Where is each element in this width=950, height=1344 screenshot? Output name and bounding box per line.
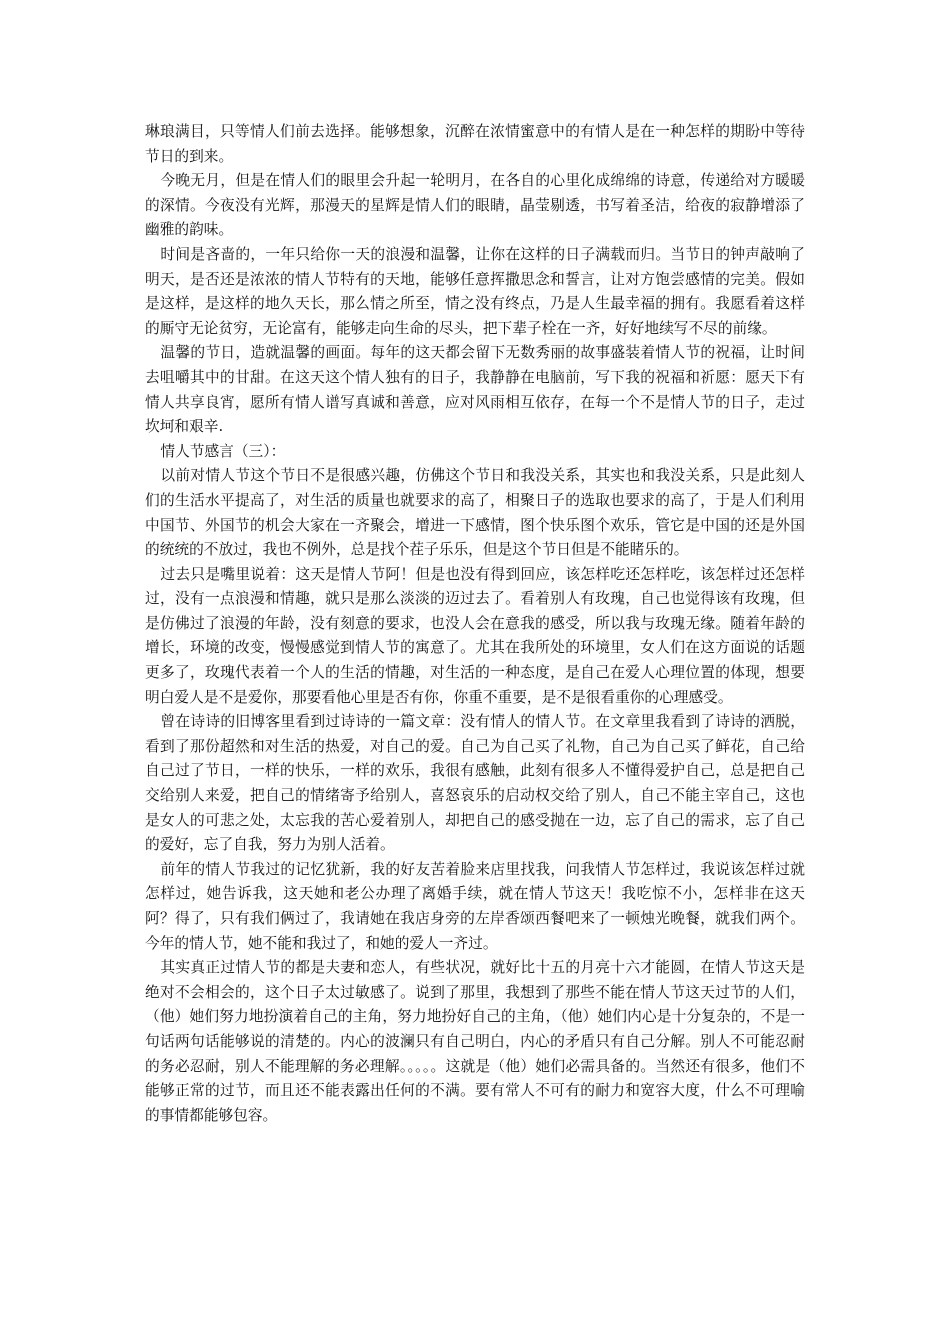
paragraph-9: 其实真正过情人节的都是夫妻和恋人，有些状况，就好比十五的月亮十六才能圆，在情人节这天是绝对不会相会的，这个日子太过敏感了。说到了那里，我想到了那些不能在情人节这天过节的人们，（他）她们努力地扮演着自己的主角，努力地扮好自己的主角，（他）她们内心是十分复杂的，不是一句话两句话能够说的清楚的。内心的波澜只有自己明白，内心的矛盾只有自己分解。别人不可能忍耐的务必忍耐，别人不能理解的务必理解。。。。。这就是（他）她们必需具备的。当然还有很多，他们不能够正常的过节，而且还不能表露出任何的不满。要有常人不可有的耐力和宽容大度，什么不可理喻的事情都能够包容。 [145,959,805,1124]
paragraph-5: 以前对情人节这个节日不是很感兴趣，仿佛这个节日和我没关系，其实也和我没关系，只是此刻人们的生活水平提高了，对生活的质量也就要求的高了，相聚日子的选取也要求的高了，于是人们利用中国节、外国节的机会大家在一齐聚会，增进一下感情，图个快乐图个欢乐，管它是中国的还是外国的统统的不放过，我也不例外，总是找个茬子乐乐，但是这个节日但是不能睹乐的。 [145,467,805,559]
paragraph-3: 时间是吝啬的，一年只给你一天的浪漫和温馨，让你在这样的日子满载而归。当节日的钟声敲响了明天，是否还是浓浓的情人节特有的天地，能够任意挥撒思念和誓言，让对方饱尝感情的完美。假如是这样，是这样的地久天长，那么情之所至，情之没有终点，乃是人生最幸福的拥有。我愿看着这样的厮守无论贫穷，无论富有，能够走向生命的尽头，把下辈子栓在一齐，好好地续写不尽的前缘。 [145,245,805,337]
paragraph-6: 过去只是嘴里说着：这天是情人节阿！但是也没有得到回应，该怎样吃还怎样吃，该怎样过还怎样过，没有一点浪漫和情趣，就只是那么淡淡的迈过去了。看着别人有玫瑰，自己也觉得该有玫瑰，但是仿佛过了浪漫的年龄，没有刻意的要求，也没人会在意我的感受，所以我与玫瑰无缘。随着年龄的增长，环境的改变，慢慢感觉到情人节的寓意了。尤其在我所处的环境里，女人们在这方面说的话题更多了，玫瑰代表着一个人的生活的情趣，对生活的一种态度，是自己在爱人心理位置的体现，想要明白爱人是不是爱你，那要看他心里是否有你，你重不重要，是不是很看重你的心理感受。 [145,565,805,706]
paragraph-7: 曾在诗诗的旧博客里看到过诗诗的一篇文章：没有情人的情人节。在文章里我看到了诗诗的洒脱，看到了那份超然和对生活的热爱，对自己的爱。自己为自己买了礼物，自己为自己买了鲜花，自己给自己过了节日，一样的快乐，一样的欢乐，我很有感触，此刻有很多人不懂得爱护自己，总是把自己交给别人来爱，把自己的情绪寄予给别人，喜怒哀乐的启动权交给了别人，自己不能主宰自己，这也是女人的可悲之处，太忘我的苦心爱着别人，却把自己的感受抛在一边，忘了自己的需求，忘了自己的爱好，忘了自我，努力为别人活着。 [145,713,805,854]
paragraph-8: 前年的情人节我过的记忆犹新，我的好友苦着脸来店里找我，问我情人节怎样过，我说该怎样过就怎样过，她告诉我，这天她和老公办理了离婚手续，就在情人节这天！我吃惊不小，怎样非在这天阿？得了，只有我们俩过了，我请她在我店身旁的左岸香颂西餐吧来了一顿烛光晚餐，就我们两个。今年的情人节，她不能和我过了，和她的爱人一齐过。 [145,860,805,952]
section-heading: 情人节感言（三）： [160,442,286,460]
paragraph-4: 温馨的节日，造就温馨的画面。每年的这天都会留下无数秀丽的故事盛装着情人节的祝福，让时间去咀嚼其中的甘甜。在这天这个情人独有的日子，我静静在电脑前，写下我的祝福和祈愿：愿天下有情人共享良宵，愿所有情人谱写真诚和善意，应对风雨相互依存，在每一个不是情人节的日子，走过坎坷和艰辛. [145,344,805,436]
document-body [145,120,805,1128]
paragraph-1: 琳琅满目，只等情人们前去选择。能够想象，沉醉在浓情蜜意中的有情人是在一种怎样的期盼中等待节日的到来。 [145,123,805,165]
paragraph-2: 今晚无月，但是在情人们的眼里会升起一轮明月，在各自的心里化成绵绵的诗意，传递给对方暖暖的深情。今夜没有光辉，那漫天的星辉是情人们的眼睛，晶莹剔透，书写着圣洁，给夜的寂静增添了幽雅的韵味。 [145,172,805,239]
